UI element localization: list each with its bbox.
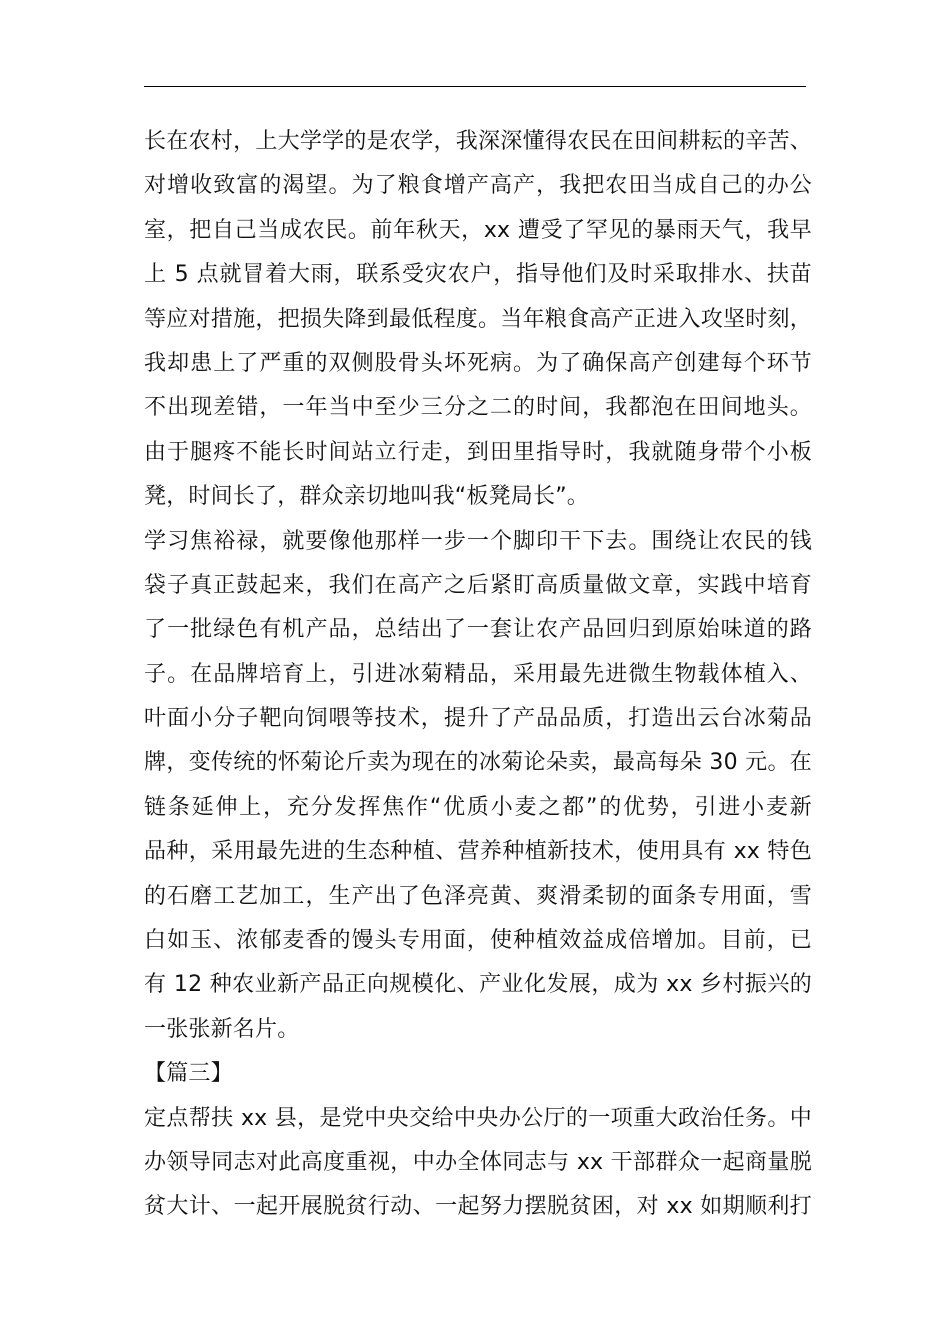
text-line: 我却患上了严重的双侧股骨头坏死病。为了确保高产创建每个环节 xyxy=(144,350,812,376)
text-line: 的石磨工艺加工，生产出了色泽亮黄、爽滑柔韧的面条专用面，雪 xyxy=(144,883,812,909)
text-line: 等应对措施，把损失降到最低程度。当年粮食高产正进入攻坚时刻， xyxy=(144,306,812,332)
text-line: 不出现差错，一年当中至少三分之二的时间，我都泡在田间地头。 xyxy=(144,395,812,421)
text-line: 上 5 点就冒着大雨，联系受灾农户，指导他们及时采取排水、扶苗 xyxy=(144,262,812,288)
text-line: 了一批绿色有机产品，总结出了一套让农产品回归到原始味道的路 xyxy=(144,617,812,643)
header-rule xyxy=(144,86,806,87)
section-heading: 【篇三】 xyxy=(144,1061,233,1087)
text-line: 贫大计、一起开展脱贫行动、一起努力摆脱贫困，对 xx 如期顺利打 xyxy=(144,1194,812,1220)
text-line: 子。在品牌培育上，引进冰菊精品，采用最先进微生物载体植入、 xyxy=(144,661,812,687)
text-line: 袋子真正鼓起来，我们在高产之后紧盯高质量做文章，实践中培育 xyxy=(144,572,812,598)
document-body xyxy=(144,120,812,1230)
text-line: 定点帮扶 xx 县，是党中央交给中央办公厅的一项重大政治任务。中 xyxy=(144,1105,812,1131)
text-line: 凳，时间长了，群众亲切地叫我“板凳局长”。 xyxy=(144,484,589,510)
text-line: 长在农村，上大学学的是农学，我深深懂得农民在田间耕耘的辛苦、 xyxy=(144,129,812,154)
text-line: 一张张新名片。 xyxy=(144,1016,300,1042)
text-line: 办领导同志对此高度重视，中办全体同志与 xx 干部群众一起商量脱 xyxy=(144,1149,812,1175)
text-line: 品种，采用最先进的生态种植、营养种植新技术，使用具有 xx 特色 xyxy=(144,839,812,865)
text-line: 白如玉、浓郁麦香的馒头专用面，使种植效益成倍增加。目前，已 xyxy=(144,928,812,954)
text-line: 有 12 种农业新产品正向规模化、产业化发展，成为 xx 乡村振兴的 xyxy=(144,972,812,998)
text-line: 由于腿疼不能长时间站立行走，到田里指导时，我就随身带个小板 xyxy=(144,439,812,465)
text-line: 室，把自己当成农民。前年秋天，xx 遭受了罕见的暴雨天气，我早 xyxy=(144,217,812,243)
text-line: 牌，变传统的怀菊论斤卖为现在的冰菊论朵卖，最高每朵 30 元。在 xyxy=(144,750,812,776)
text-line: 叶面小分子靶向饲喂等技术，提升了产品品质，打造出云台冰菊品 xyxy=(144,706,812,732)
text-line: 对增收致富的渴望。为了粮食增产高产，我把农田当成自己的办公 xyxy=(144,173,812,199)
text-line: 链条延伸上，充分发挥焦作“优质小麦之都”的优势，引进小麦新 xyxy=(144,794,812,820)
text-line: 学习焦裕禄，就要像他那样一步一个脚印干下去。围绕让农民的钱 xyxy=(144,528,812,554)
